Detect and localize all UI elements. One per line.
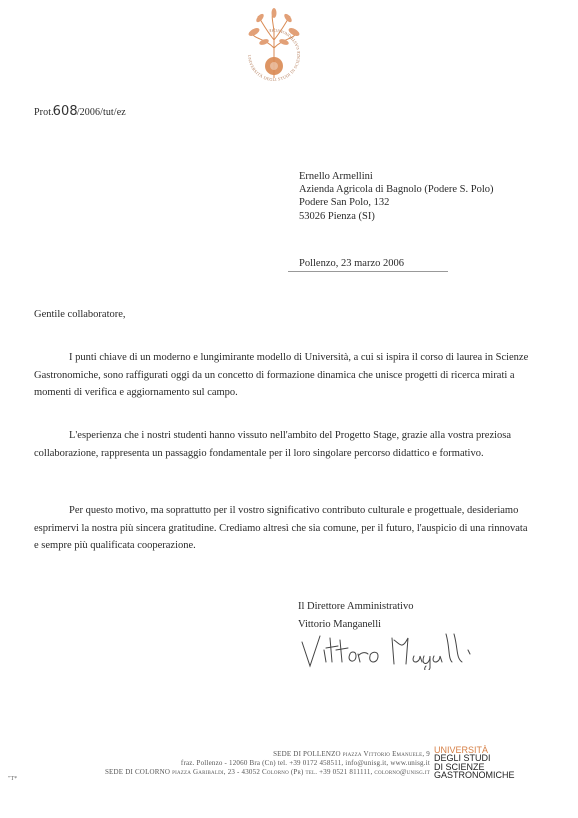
body-paragraph	[34, 349, 534, 402]
protocol-prefix: Prot.	[34, 107, 54, 118]
greeting: Gentile collaboratore,	[34, 309, 126, 320]
body-paragraph	[34, 502, 534, 555]
footer-line-contacts: fraz. Pollenzo - 12060 Bra (Cn) tel. +39 0172 458511, info@unisg.it, www.unisg.it	[180, 759, 430, 768]
recipient-city: 53026 Pienza (SI)	[299, 210, 375, 222]
seal-ring-text: UNIVERSITÀ DEGLI STUDI DI SCIENZE GASTRONOMICHE	[246, 27, 302, 83]
handwritten-signature	[296, 628, 486, 670]
signatory-name: Vittorio Manganelli	[298, 619, 382, 630]
recipient-street: Podere San Polo, 132	[299, 197, 390, 209]
recipient-company: Azienda Agricola di Bagnolo (Podere S. Polo)	[299, 184, 494, 196]
logo-line: UNIVERSITÀ	[434, 745, 489, 755]
protocol-handwritten-number: 608	[52, 104, 78, 119]
recipient-name: Ernello Armellini	[299, 171, 373, 182]
letter-date: Pollenzo, 23 marzo 2006	[299, 258, 404, 269]
protocol-number	[34, 104, 126, 119]
footer-line-pollenzo: SEDE DI POLLENZO piazza Vittorio Emanuele, 9	[273, 750, 430, 758]
protocol-suffix: /2006/tut/ez	[76, 107, 126, 118]
paragraph-text: I punti chiave di un moderno e lungimirante modello di Università, a cui si ispira il corso di laurea in Scienze Gastronomiche, sono raffigurati oggi da un concetto di formazione dinamica che unisce progetti di ricerca mirati a momenti di verifica e aggiornamento sul campo.	[34, 352, 529, 398]
logo-line: GASTRONOMICHE	[434, 770, 515, 781]
paragraph-text: L'esperienza che i nostri studenti hanno vissuto nell'ambito del Progetto Stage, grazie alla vostra preziosa collaborazione, rappresenta un passaggio fondamentale per il loro singolare percorso didattico e formativo.	[34, 430, 512, 459]
footer-address	[30, 750, 430, 778]
logo-line: DEGLI STUDI	[434, 753, 491, 764]
date-underline	[288, 271, 448, 272]
body-paragraph	[34, 427, 534, 462]
logo-line: DI SCIENZE	[434, 761, 485, 772]
corner-scan-mark: "T*	[8, 776, 18, 782]
university-seal	[238, 8, 310, 100]
university-logo-text	[434, 746, 515, 780]
signatory-title: Il Direttore Amministrativo	[298, 601, 414, 612]
footer-line-colorno: SEDE DI COLORNO piazza Garibaldi, 23 - 43052 Colorno (Pr) tel. +39 0521 811111, colorno@unisg.it	[104, 768, 430, 777]
recipient-address	[299, 170, 494, 223]
paragraph-text: Per questo motivo, ma soprattutto per il vostro significativo contributo culturale e progettuale, desideriamo esprimervi la nostra più sincera gratitudine. Crediamo altresì che sia comune, per il futuro, l'auspicio di una rinnovata e sempre più qualificata cooperazione.	[34, 505, 528, 551]
